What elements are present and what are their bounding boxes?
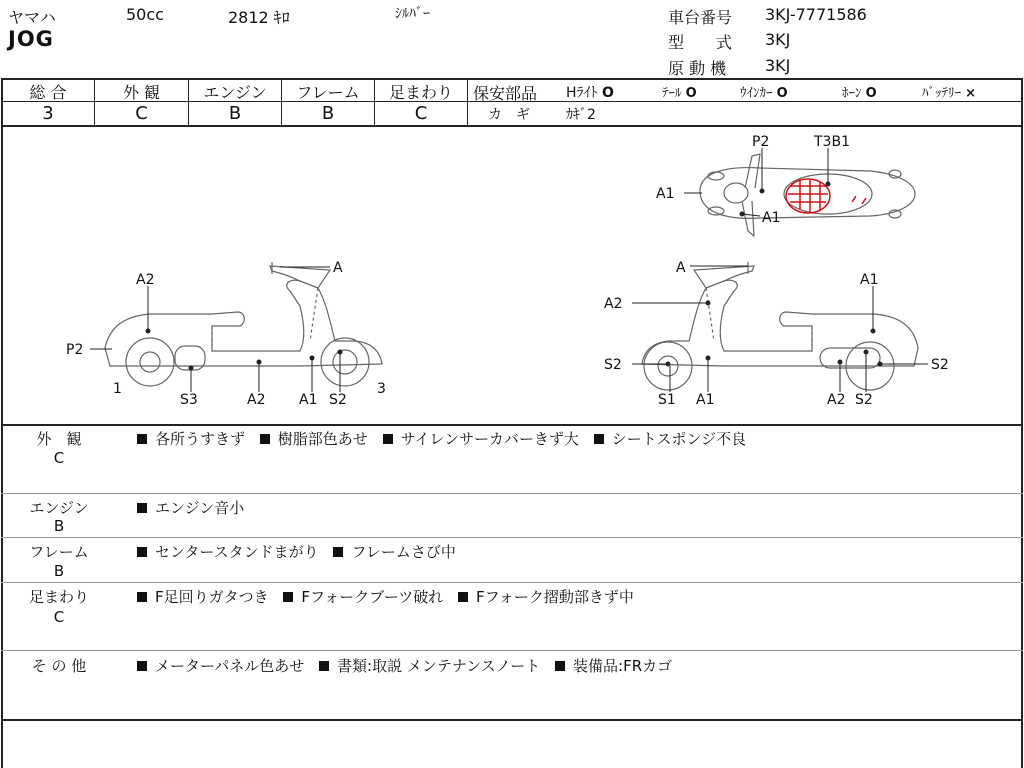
- exterior-item: サイレンサーカバーきず大: [400, 430, 579, 448]
- displacement: 50cc: [126, 5, 164, 24]
- right-label-A2: A2: [604, 296, 623, 312]
- suspension-item: F足回りガタつき: [155, 588, 269, 606]
- key-label: カ ギ: [488, 107, 530, 123]
- grade-col-5: [467, 78, 468, 126]
- section-frame-label: フレーム: [29, 543, 89, 561]
- mileage: 2812 ｷﾛ: [228, 8, 290, 27]
- top-label-T3B1: T3B1: [814, 134, 850, 150]
- grade-frame-label: フレーム: [296, 83, 360, 102]
- section-engine-grade: B: [53, 517, 65, 535]
- section-other-label: そ の 他: [31, 657, 87, 675]
- exterior-item: シートスポンジ不良: [611, 430, 747, 448]
- grade-mid-line-right: [467, 101, 1023, 102]
- section-line-5: [1, 719, 1023, 721]
- section-engine-label: エンジン: [29, 499, 89, 517]
- damage-diagram: [0, 126, 1024, 426]
- left-label-S3: S3: [180, 392, 198, 408]
- exterior-item: 樹脂部色あせ: [277, 430, 368, 448]
- tail-mark: O: [685, 86, 697, 101]
- horn-label: ﾎｰﾝ: [842, 86, 862, 101]
- key-value: ｶｷﾞ2: [566, 107, 596, 123]
- right-label-A1-top: A1: [860, 272, 879, 288]
- model-name: JOG: [8, 27, 54, 51]
- safety-item-headlight: [566, 82, 614, 102]
- suspension-item: Fフォーク摺動部きず中: [476, 588, 634, 606]
- left-label-3: 3: [377, 381, 386, 397]
- top-label-A1-left: A1: [656, 186, 675, 202]
- section-suspension-items: [137, 586, 644, 607]
- maker: ヤマハ: [8, 8, 56, 27]
- battery-mark: ×: [965, 86, 977, 101]
- exterior-item: 各所うすきず: [155, 430, 246, 448]
- right-label-A1-bottom: A1: [696, 392, 715, 408]
- section-frame-grade: B: [53, 562, 65, 580]
- left-label-A2-bottom: A2: [247, 392, 266, 408]
- left-label-S2: S2: [329, 392, 347, 408]
- type-label: 型 式: [668, 33, 733, 52]
- section-frame-items: [137, 541, 466, 562]
- section-exterior-items: [137, 428, 756, 449]
- suspension-item: Fフォークブーツ破れ: [301, 588, 444, 606]
- left-label-P2: P2: [66, 342, 84, 358]
- scooter-top-view: [700, 154, 915, 236]
- color: ｼﾙﾊﾞｰ: [395, 6, 430, 22]
- winker-label: ｳｲﾝｶｰ: [740, 86, 773, 101]
- right-label-S2-right: S2: [931, 357, 949, 373]
- frame-item: センタースタンドまがり: [155, 543, 319, 561]
- section-suspension-grade: C: [53, 608, 65, 626]
- right-label-S2-left: S2: [604, 357, 622, 373]
- grade-suspension-label: 足まわり: [388, 83, 453, 102]
- left-label-A1: A1: [299, 392, 318, 408]
- section-exterior-grade: C: [53, 449, 65, 467]
- top-label-P2: P2: [752, 134, 770, 150]
- grade-exterior-label: 外 観: [122, 83, 161, 102]
- left-label-1: 1: [113, 381, 122, 397]
- safety-item-battery: [922, 82, 976, 101]
- safety-parts-label: 保安部品: [473, 84, 538, 103]
- section-line-3: [1, 582, 1023, 583]
- right-label-A2-bottom: A2: [827, 392, 846, 408]
- top-label-A1-bottom: A1: [762, 210, 781, 226]
- right-label-S2-bottom: S2: [855, 392, 873, 408]
- headlight-mark: O: [601, 85, 614, 101]
- grade-engine-label: エンジン: [203, 83, 267, 102]
- right-label-S1: S1: [658, 392, 676, 408]
- safety-item-tail: [662, 82, 697, 101]
- section-engine-items: [137, 497, 254, 518]
- other-item: メーターパネル色あせ: [155, 657, 305, 675]
- section-exterior-label: 外 観: [36, 430, 82, 448]
- type-value: 3KJ: [765, 30, 791, 49]
- section-line-1: [1, 493, 1023, 494]
- safety-item-winker: [740, 82, 788, 101]
- headlight-label: Hﾗｲﾄ: [566, 85, 598, 101]
- engine-label: 原 動 機: [668, 59, 727, 78]
- other-item: 装備品:FRカゴ: [573, 657, 673, 675]
- engine-value: 3KJ: [765, 56, 791, 75]
- grade-suspension-value: C: [414, 103, 428, 124]
- section-line-4: [1, 650, 1023, 651]
- leader-lines: [90, 148, 928, 392]
- engine-item: エンジン音小: [155, 499, 245, 517]
- tail-label: ﾃｰﾙ: [662, 86, 682, 101]
- grade-overall-label: 総 合: [29, 83, 67, 102]
- left-label-A: A: [333, 260, 343, 276]
- section-other-items: [137, 655, 682, 676]
- grade-frame-value: B: [321, 103, 335, 124]
- frame-item: フレームさび中: [351, 543, 456, 561]
- other-item: 書類:取説 メンテナンスノート: [337, 657, 541, 675]
- section-line-2: [1, 537, 1023, 538]
- grade-engine-value: B: [228, 103, 242, 124]
- section-suspension-label: 足まわり: [28, 588, 89, 606]
- winker-mark: O: [776, 86, 788, 101]
- left-label-A2-top: A2: [136, 272, 155, 288]
- battery-label: ﾊﾞｯﾃﾘｰ: [922, 86, 961, 101]
- safety-item-horn: [842, 82, 877, 101]
- chassis-label: 車台番号: [668, 8, 733, 27]
- grade-exterior-value: C: [135, 103, 148, 124]
- grade-overall-value: 3: [42, 103, 54, 124]
- horn-mark: O: [865, 86, 877, 101]
- right-label-A: A: [676, 260, 686, 276]
- chassis-value: 3KJ-7771586: [765, 5, 867, 24]
